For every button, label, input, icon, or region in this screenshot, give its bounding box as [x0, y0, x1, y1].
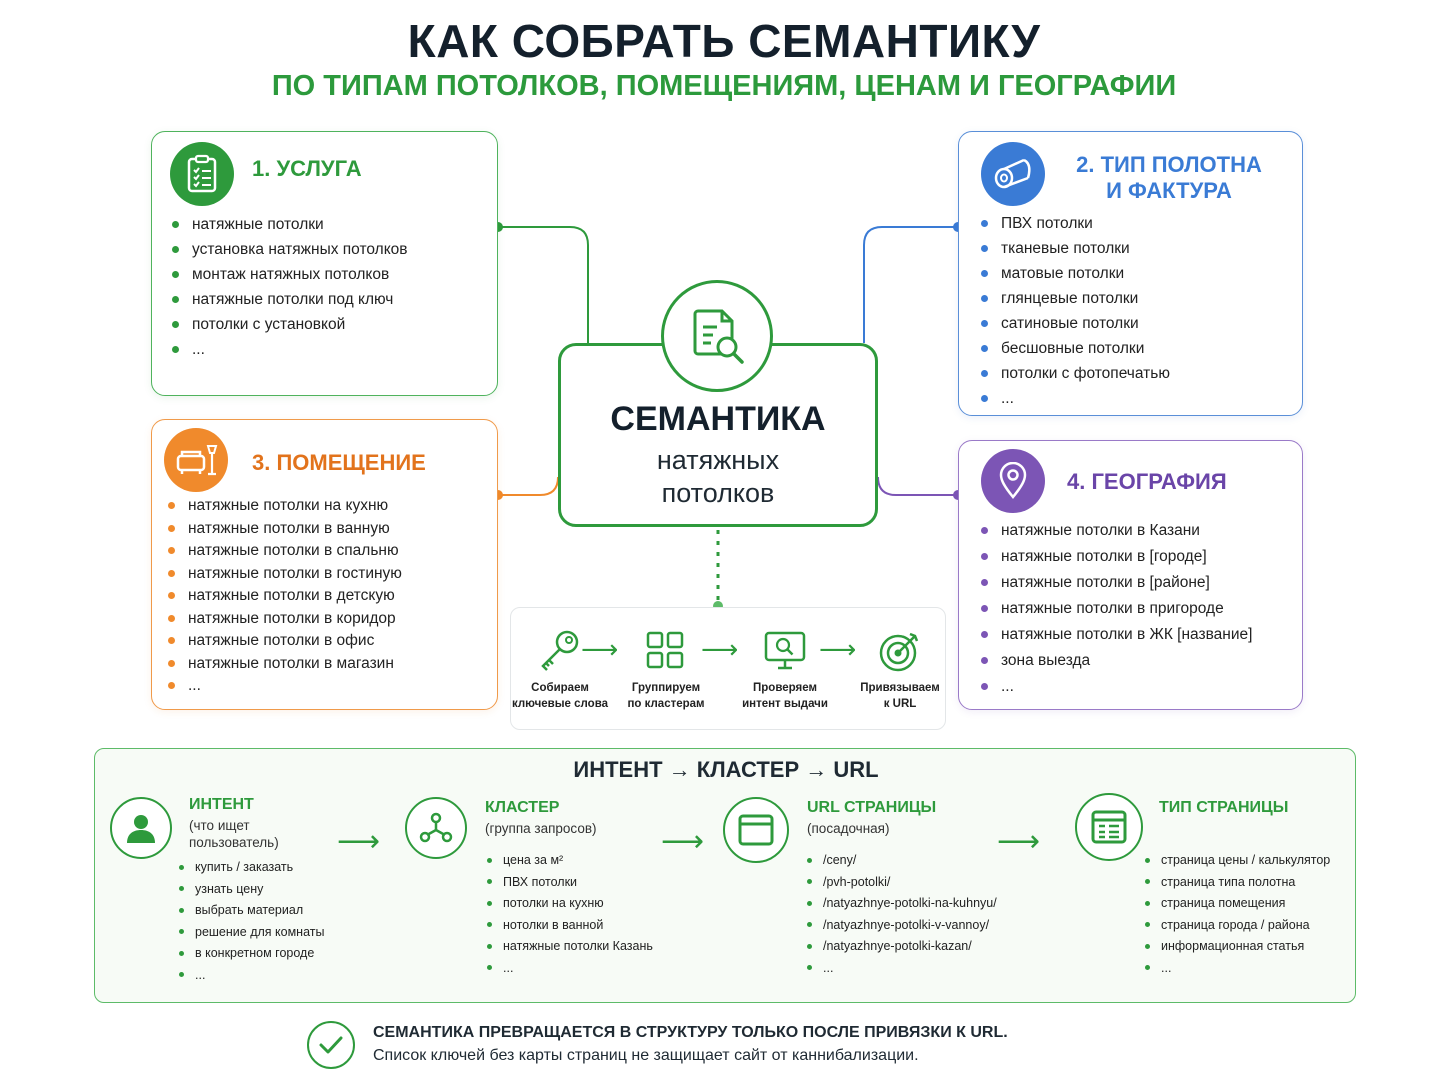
list-item: монтаж натяжных потолков: [170, 262, 408, 287]
list-item: ...: [170, 337, 408, 362]
list-item: зона выезда: [979, 648, 1252, 674]
card-material-title-line1: 2. ТИП ПОЛОТНА: [1076, 152, 1262, 177]
card-geo-list: [979, 518, 1252, 700]
list-item: страница типа полотна: [1145, 872, 1330, 894]
list-item: ...: [979, 674, 1252, 700]
list-item: натяжные потолки под ключ: [170, 287, 408, 312]
center-subtitle-line1: натяжных: [656, 445, 780, 475]
check-circle-icon: [307, 1021, 355, 1069]
step-label: Проверяем интент выдачи: [742, 682, 828, 710]
arrow-icon: ⟶: [661, 825, 705, 858]
clipboard-checklist-icon: [170, 142, 234, 206]
list-item: /ceny/: [807, 850, 997, 872]
card-room-title: 3. ПОМЕЩЕНИЕ: [252, 450, 426, 475]
list-item: ...: [807, 958, 997, 980]
card-material: [958, 131, 1303, 416]
center-title: СЕМАНТИКА: [610, 400, 826, 438]
list-item: страница города / района: [1145, 915, 1330, 937]
center-subtitle-line2: потолков: [661, 478, 775, 508]
list-item: страница помещения: [1145, 893, 1330, 915]
intent-list: [179, 857, 324, 986]
fabric-roll-icon: [981, 142, 1045, 206]
card-material-list: [979, 211, 1170, 411]
list-item: потолки с фотопечатью: [979, 361, 1170, 386]
list-item: натяжные потолки в детскую: [166, 585, 402, 608]
list-item: натяжные потолки в ЖК [название]: [979, 622, 1252, 648]
card-geo: [958, 440, 1303, 710]
step-label: Привязываем к URL: [860, 682, 940, 710]
list-item: натяжные потолки Казань: [487, 936, 653, 958]
list-item: сатиновые потолки: [979, 311, 1170, 336]
list-item: ...: [166, 675, 402, 698]
card-service: [151, 131, 498, 396]
cluster-nodes-icon: [405, 797, 467, 859]
grid-icon: [643, 628, 689, 674]
list-item: решение для комнаты: [179, 922, 324, 944]
list-item: натяжные потолки на кухню: [166, 495, 402, 518]
arrow-icon: ⟶: [701, 634, 739, 664]
card-material-title: [1059, 152, 1279, 204]
list-item: глянцевые потолки: [979, 286, 1170, 311]
list-item: страница цены / калькулятор: [1145, 850, 1330, 872]
card-service-list: [170, 212, 408, 362]
cluster-subheading: (группа запросов): [485, 821, 597, 836]
card-material-title-line2: И ФАКТУРА: [1106, 178, 1232, 203]
list-item: выбрать материал: [179, 900, 324, 922]
key-icon: [537, 628, 583, 674]
list-item: купить / заказать: [179, 857, 324, 879]
list-item: матовые потолки: [979, 261, 1170, 286]
list-item: информационная статья: [1145, 936, 1330, 958]
list-item: установка натяжных потолков: [170, 237, 408, 262]
list-item: цена за м²: [487, 850, 653, 872]
target-icon: [877, 628, 923, 674]
card-room: [151, 419, 498, 710]
monitor-search-icon: [762, 628, 808, 674]
list-item: натяжные потолки в пригороде: [979, 596, 1252, 622]
process-steps: [510, 607, 946, 730]
list-item: /natyazhnye-potolki-v-vannoy/: [807, 915, 997, 937]
card-room-list: [166, 495, 402, 698]
intent-heading: ИНТЕНТ: [189, 796, 254, 813]
list-item: тканевые потолки: [979, 236, 1170, 261]
list-item: ...: [1145, 958, 1330, 980]
footer-bold-text: СЕМАНТИКА ПРЕВРАЩАЕТСЯ В СТРУКТУРУ ТОЛЬКО ПОСЛЕ ПРИВЯЗКИ К URL.: [373, 1024, 1008, 1041]
card-service-title: 1. УСЛУГА: [252, 156, 362, 181]
list-item: потолки с установкой: [170, 312, 408, 337]
list-item: ...: [979, 386, 1170, 411]
page-layout-icon: [1075, 793, 1143, 861]
list-item: нотолки в ванной: [487, 915, 653, 937]
list-item: ПВХ потолки: [979, 211, 1170, 236]
arrow-icon: ⟶: [581, 634, 619, 664]
user-icon: [110, 797, 172, 859]
arrow-icon: ⟶: [337, 825, 381, 858]
url-list: [807, 850, 997, 979]
list-item: потолки на кухню: [487, 893, 653, 915]
document-search-icon: [661, 280, 773, 392]
list-item: бесшовные потолки: [979, 336, 1170, 361]
list-item: натяжные потолки в ванную: [166, 518, 402, 541]
list-item: ...: [179, 965, 324, 987]
list-item: в конкретном городе: [179, 943, 324, 965]
url-subheading: (посадочная): [807, 821, 890, 836]
list-item: натяжные потолки в спальню: [166, 540, 402, 563]
cluster-list: [487, 850, 653, 979]
url-heading: URL СТРАНИЦЫ: [807, 799, 937, 816]
intent-cluster-url-panel: [94, 748, 1356, 1003]
list-item: натяжные потолки в коридор: [166, 608, 402, 631]
list-item: /pvh-potolki/: [807, 872, 997, 894]
map-pin-icon: [981, 449, 1045, 513]
list-item: натяжные потолки в гостиную: [166, 563, 402, 586]
list-item: натяжные потолки: [170, 212, 408, 237]
sofa-lamp-icon: [164, 428, 228, 492]
intent-subheading: (что ищет пользователь): [189, 818, 279, 850]
step-label: Собираем ключевые слова: [511, 682, 609, 710]
list-item: /natyazhnye-potolki-kazan/: [807, 936, 997, 958]
list-item: натяжные потолки в Казани: [979, 518, 1252, 544]
browser-window-icon: [723, 797, 789, 863]
arrow-icon: ⟶: [819, 634, 857, 664]
list-item: узнать цену: [179, 879, 324, 901]
list-item: натяжные потолки в магазин: [166, 653, 402, 676]
list-item: натяжные потолки в [районе]: [979, 570, 1252, 596]
list-item: натяжные потолки в офис: [166, 630, 402, 653]
cluster-heading: КЛАСТЕР: [485, 799, 560, 816]
center-subtitle: [558, 444, 878, 510]
page-subtitle: ПО ТИПАМ ПОТОЛКОВ, ПОМЕЩЕНИЯМ, ЦЕНАМ И ГЕОГРАФИИ: [271, 70, 1177, 102]
page-title: КАК СОБРАТЬ СЕМАНТИКУ: [407, 15, 1041, 67]
flow-title: ИНТЕНТ → КЛАСТЕР → URL: [573, 757, 879, 782]
list-item: ...: [487, 958, 653, 980]
arrow-icon: ⟶: [997, 825, 1041, 858]
list-item: натяжные потолки в [городе]: [979, 544, 1252, 570]
pagetype-list: [1145, 850, 1330, 979]
card-geo-title: 4. ГЕОГРАФИЯ: [1067, 469, 1227, 494]
pagetype-heading: ТИП СТРАНИЦЫ: [1159, 799, 1289, 816]
step-label: Группируем по кластерам: [627, 682, 705, 710]
list-item: /natyazhnye-potolki-na-kuhnyu/: [807, 893, 997, 915]
footer-text: Список ключей без карты страниц не защищает сайт от каннибализации.: [373, 1047, 919, 1064]
list-item: ПВХ потолки: [487, 872, 653, 894]
